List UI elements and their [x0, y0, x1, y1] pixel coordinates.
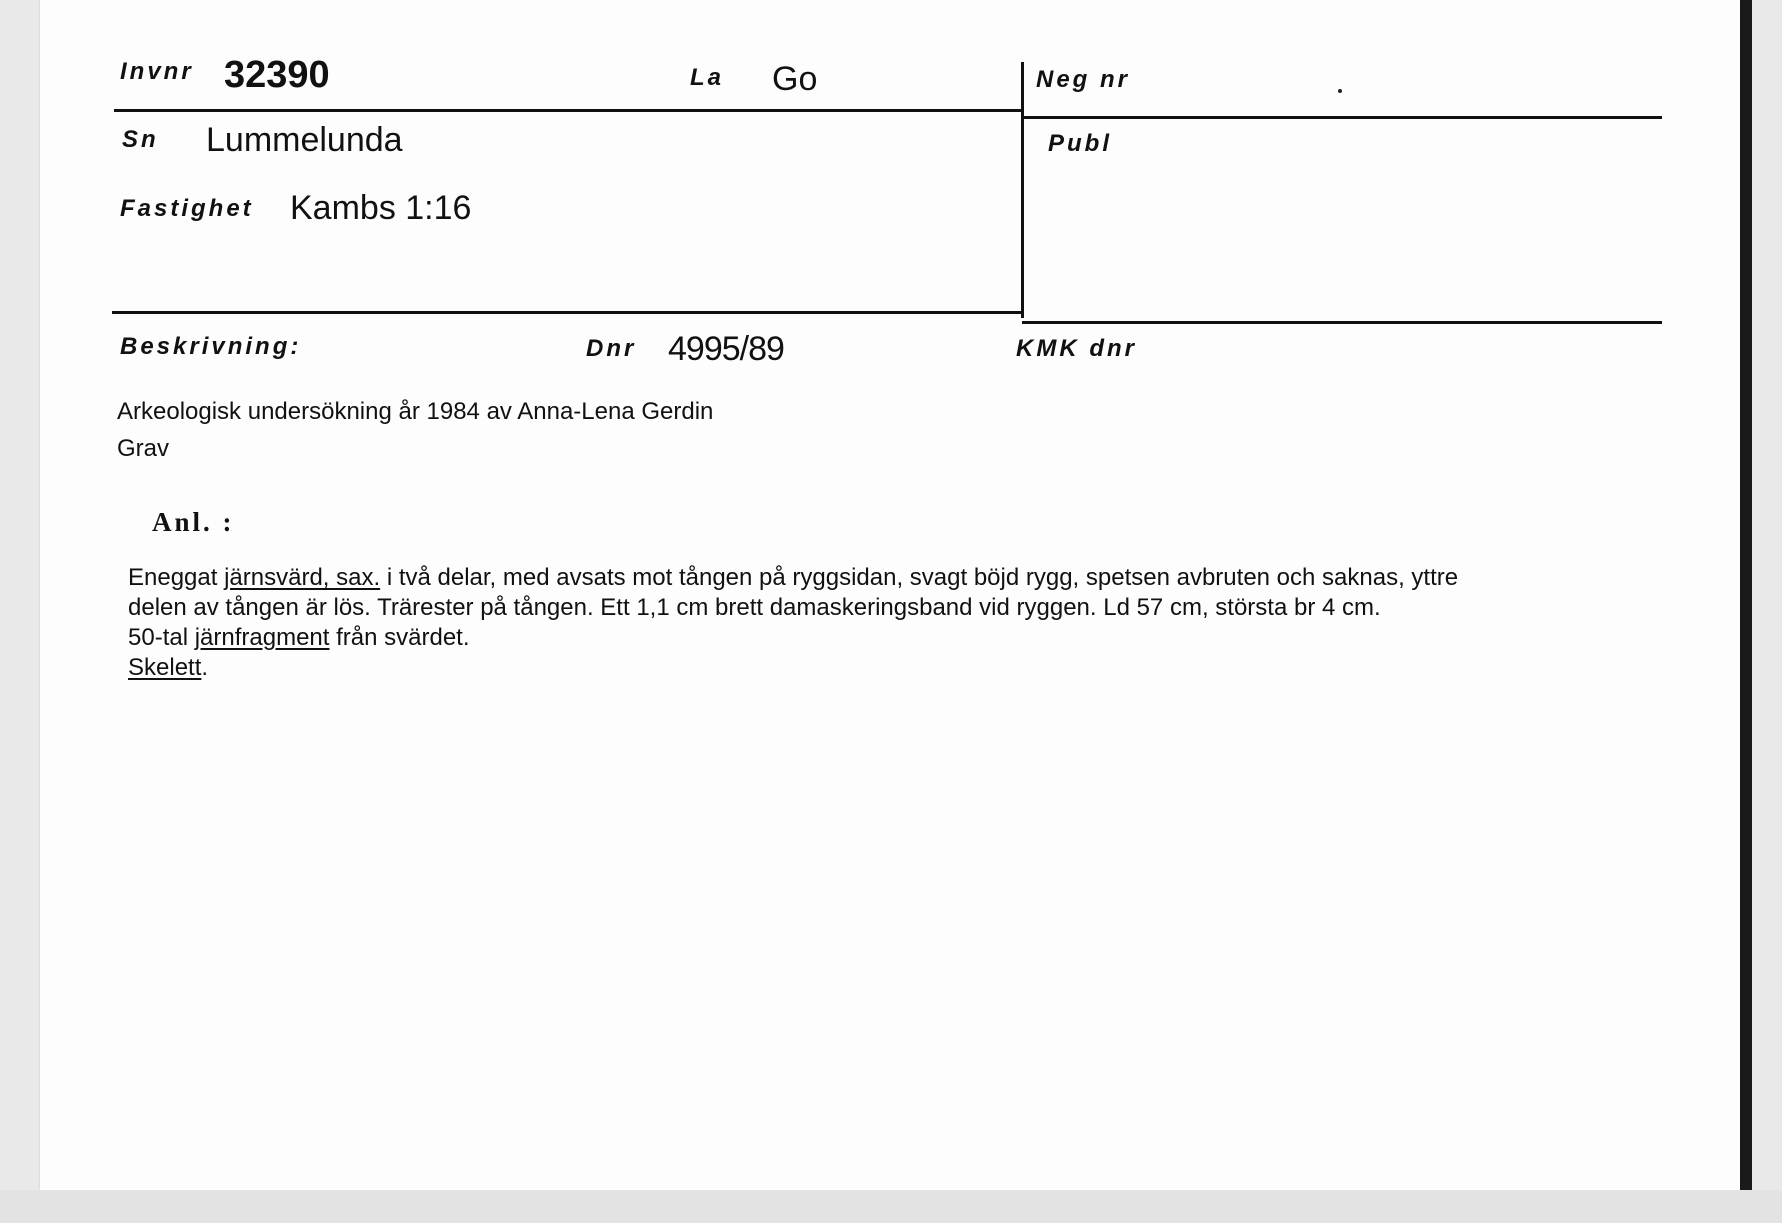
divider-vertical [1021, 62, 1024, 318]
fastighet-label: Fastighet [120, 195, 254, 222]
invnr-label: Invnr [120, 58, 194, 85]
la-label: La [690, 64, 725, 91]
anl-label: Anl. : [152, 507, 235, 537]
dnr-value: 4995/89 [668, 330, 784, 368]
divider-mid-right [1022, 321, 1662, 324]
description-underlined-term: Skelett [128, 654, 202, 681]
dnr-label: Dnr [586, 335, 637, 362]
description-line-1 [128, 563, 1628, 593]
scan-edge-right [1740, 0, 1752, 1223]
description-underlined-term: järnfragment [194, 624, 330, 651]
sn-value: Lummelunda [206, 121, 403, 159]
publ-label: Publ [1048, 130, 1112, 157]
description-underlined-term: järnsvärd, sax. [224, 564, 381, 591]
intro-line-1: Arkeologisk undersökning år 1984 av Anna-Lena Gerdin [117, 398, 714, 425]
sn-label: Sn [122, 126, 159, 153]
beskrivning-label: Beskrivning: [120, 333, 302, 360]
description-text: i två delar, med avsats mot tången på ryggsidan, svagt böjd rygg, spetsen avbruten och saknas, yttre [380, 564, 1459, 591]
description-block [128, 563, 1628, 683]
la-value: Go [772, 60, 818, 98]
description-line-2: delen av tången är lös. Trärester på tången. Ett 1,1 cm brett damaskeringsband vid ryggen. Ld 57 cm, största br 4 cm. [128, 594, 1381, 621]
description-line-4 [128, 653, 1628, 683]
description-line-3 [128, 623, 1628, 653]
negnr-label: Neg nr [1036, 66, 1131, 93]
speck [1338, 89, 1342, 93]
intro-line-2: Grav [117, 435, 170, 462]
invnr-value: 32390 [224, 54, 330, 96]
divider-top-left [114, 109, 1024, 112]
description-text: . [201, 654, 209, 681]
fastighet-value: Kambs 1:16 [290, 189, 472, 227]
description-text: från svärdet. [329, 624, 470, 651]
scan-edge-bottom [0, 1190, 1782, 1223]
description-text: Eneggat [128, 564, 225, 591]
description-text: 50-tal [128, 624, 195, 651]
divider-top-right [1022, 116, 1662, 119]
divider-mid-left [112, 311, 1024, 314]
kmk-dnr-label: KMK dnr [1016, 335, 1137, 362]
